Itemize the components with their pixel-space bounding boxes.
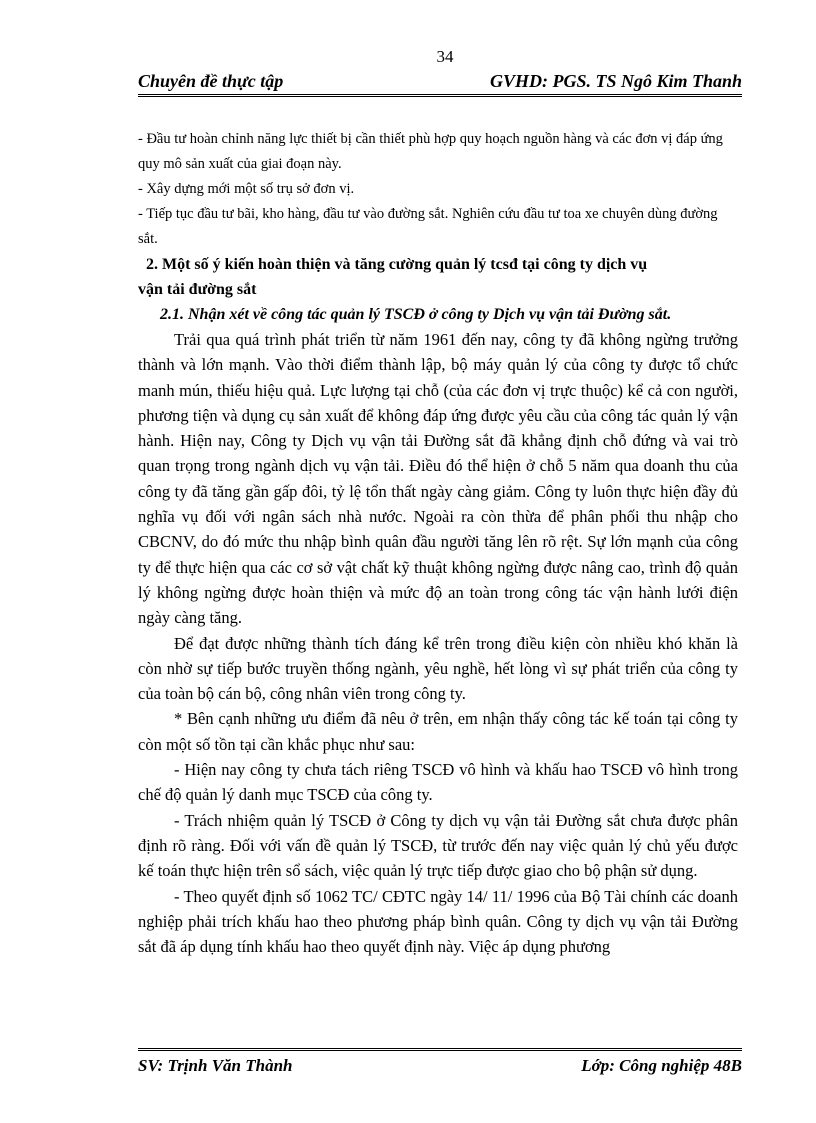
section-heading-2-line1: 2. Một số ý kiến hoàn thiện và tăng cường quản lý tcsđ tại công ty dịch vụ <box>146 256 648 273</box>
bullet-item: - Xây dựng mới một số trụ sở đơn vị. <box>138 181 355 197</box>
section-heading-2 <box>138 252 738 302</box>
page-number: 34 <box>436 47 454 66</box>
header-report-title: Chuyên đề thực tập <box>138 71 284 91</box>
bullet-item: - Đầu tư hoàn chỉnh năng lực thiết bị cần thiết phù hợp quy hoạch nguồn hàng và các đơn vị đáp ứng quy mô sản xuất của giai đoạn này. <box>138 131 723 172</box>
body-paragraph: Để đạt được những thành tích đáng kể trên trong điều kiện còn nhiều khó khăn là còn nhờ sự tiếp bước truyền thống ngành, yêu nghề, hết lòng vì sự phát triển của công ty của toàn bộ cán bộ, công nhân viên trong công ty. <box>138 633 738 704</box>
body-paragraph: Trải qua quá trình phát triển từ năm 1961 đến nay, công ty đã không ngừng trưởng thành và lớn mạnh. Vào thời điểm thành lập, bộ máy quản lý của công ty được tổ chức manh mún, thiếu hiệu quả. Lực lượng tại chỗ (của các đơn vị trực thuộc) kể cả con người, phương tiện và dụng cụ sản xuất để không đáp ứng được yêu cầu của công tác quản lý vận hành. Hiện nay, Công ty Dịch vụ vận tải Đường sắt đã khẳng định chỗ đứng và vai trò quan trọng trong ngành dịch vụ vận tải. Điều đó thể hiện ở chỗ 5 năm qua doanh thu của công ty đã tăng gần gấp đôi, tỷ lệ tổn thất ngày càng giảm. Công ty luôn thực hiện đầy đủ nghĩa vụ đối với ngân sách nhà nước. Ngoài ra còn thừa để phân phối thu nhập cho CBCNV, do đó mức thu nhập bình quân đầu người tăng lên rõ rệt. Sự lớn mạnh của công ty để thực hiện qua các cơ sở vật chất kỹ thuật không ngừng được nâng cao, trình độ quản lý không ngừng được hoàn thiện và mức độ an toàn trong công tác vận hành lưới điện ngày càng tăng. <box>138 330 738 628</box>
body-paragraph: - Theo quyết định số 1062 TC/ CĐTC ngày 14/ 11/ 1996 của Bộ Tài chính các doanh nghiệp phải trích khấu hao theo phương pháp bình quân. Công ty dịch vụ vận tải Đường sắt đã áp dụng tính khấu hao theo quyết định này. Việc áp dụng phương <box>138 886 738 957</box>
footer-class-name: Lớp: Công nghiệp 48B <box>581 1056 742 1075</box>
body-paragraph: - Trách nhiệm quản lý TSCĐ ở Công ty dịch vụ vận tải Đường sắt chưa được phân định rõ ràng. Đối với vấn đề quản lý TSCĐ, từ trước đến nay việc quản lý chủ yếu được kế toán thực hiện trên sổ sách, việc quản lý trực tiếp được giao cho bộ phận sử dụng. <box>138 810 738 881</box>
section-heading-2-line2: vận tải đường sắt <box>138 281 257 298</box>
page-footer <box>138 1048 742 1077</box>
section-heading-2-1: 2.1. Nhận xét về công tác quản lý TSCĐ ở công ty Dịch vụ vận tải Đường sắt. <box>160 306 672 323</box>
document-body <box>138 127 738 959</box>
body-paragraph: - Hiện nay công ty chưa tách riêng TSCĐ vô hình và khấu hao TSCĐ vô hình trong chế độ quản lý danh mục TSCĐ của công ty. <box>138 760 738 805</box>
body-paragraph: * Bên cạnh những ưu điểm đã nêu ở trên, em nhận thấy công tác kế toán tại công ty còn một số tồn tại cần khắc phục như sau: <box>138 709 738 754</box>
header-supervisor: GVHD: PGS. TS Ngô Kim Thanh <box>489 71 742 91</box>
footer-student-name: SV: Trịnh Văn Thành <box>138 1056 293 1075</box>
page-header <box>138 70 742 97</box>
bullet-item: - Tiếp tục đầu tư bãi, kho hàng, đầu tư vào đường sắt. Nghiên cứu đầu tư toa xe chuyên dùng đường sắt. <box>138 206 718 247</box>
